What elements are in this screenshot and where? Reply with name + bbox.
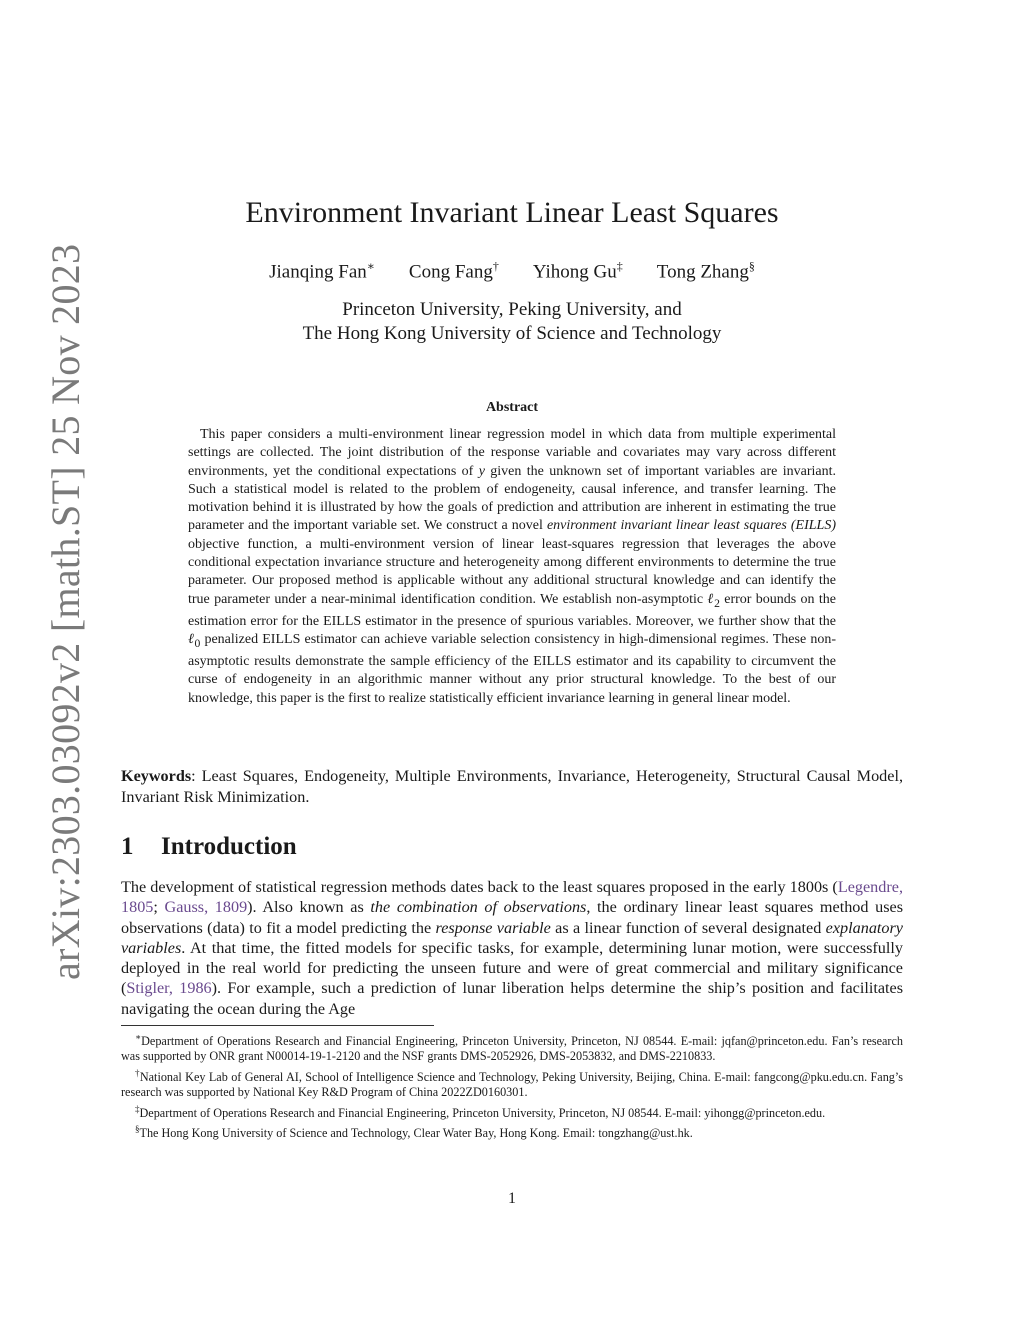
footnote: §The Hong Kong University of Science and Technology, Clear Water Bay, Hong Kong. Email: tongzhang@ust.hk. — [135, 1124, 693, 1141]
keywords-text: : Least Squares, Endogeneity, Multiple Environments, Invariance, Heterogeneity, Structural Causal Model, Invariant Risk Minimization. — [121, 767, 903, 806]
section-number: 1 — [121, 833, 134, 860]
arxiv-identifier[interactable]: arXiv:2303.03092v2 [math.ST] 25 Nov 2023 — [43, 243, 88, 980]
affiliations — [0, 298, 1024, 346]
affiliation-line: Princeton University, Peking University, and — [342, 299, 682, 320]
footnote-mark[interactable]: § — [748, 259, 755, 273]
footnote: †National Key Lab of General AI, School of Intelligence Science and Technology, Peking University, Beijing, China. E-mail: fangcong@pku.edu.cn. Fang’s research was supported by National Key R&D Program of China 2022ZD0160301. — [121, 1067, 904, 1100]
footnote: ‡Department of Operations Research and Financial Engineering, Princeton University, Princeton, NJ 08544. E-mail: yihongg@princeton.edu. — [135, 1103, 826, 1120]
affiliation-line: The Hong Kong University of Science and Technology — [302, 323, 722, 344]
footnote-mark[interactable]: ∗ — [366, 259, 375, 273]
author: Jianqing Fan∗ — [269, 259, 375, 283]
footnotes — [121, 1030, 903, 1143]
abstract-body: This paper considers a multi-environment linear regression model in which data from multiple experimental settings are collected. The joint distribution of the response variable and covariates may vary across different environments, yet the conditional expectations of y given the unknown set of important variables are invariant. Such a statistical model is related to the problem of endogeneity, causal inference, and transfer learning. The motivation behind it is illustrated by how the goals of prediction and attribution are inherent in estimating the true parameter and the important variable set. We construct a novel environment invariant linear least squares (EILLS) objective function, a multi-environment version of linear least-squares regression that leverages the above conditional expectation invariance structure and heterogeneity among different environments to determine the true parameter. Our proposed method is applicable without any additional structural knowledge and can identify the true parameter under a near-minimal identification condition. We establish non-asymptotic ℓ$_2$ error bounds on the estimation error for the EILLS estimator in the presence of spurious variables. Moreover, we further show that the ℓ$_0$ penalized EILLS estimator can achieve variable selection consistency in high-dimensional regimes. These non-asymptotic results demonstrate the sample efficiency of the EILLS estimator and its capability to circumvent the curse of endogeneity in an algorithmic manner without any prior structural knowledge. To the best of our knowledge, this paper is the first to realize statistically efficient invariance learning in general linear model. — [188, 427, 836, 706]
author: Tong Zhang§ — [656, 259, 755, 283]
paper-title: Environment Invariant Linear Least Squares — [245, 196, 779, 229]
footnote-divider — [121, 1025, 434, 1026]
section-heading — [121, 833, 297, 861]
abstract-heading: Abstract — [485, 400, 539, 415]
keywords-label: Keywords — [121, 767, 192, 785]
section-title: Introduction — [161, 833, 297, 860]
keywords — [121, 766, 903, 808]
citation-link[interactable]: Gauss, 1809 — [164, 898, 248, 917]
author: Cong Fang† — [408, 259, 499, 283]
author-list — [0, 259, 1024, 283]
footnote-mark[interactable]: † — [492, 259, 499, 273]
citation-link[interactable]: Legendre, 1805 — [121, 878, 903, 917]
citation-link[interactable]: Stigler, 1986 — [126, 979, 212, 998]
footnote: ∗Department of Operations Research and Financial Engineering, Princeton University, Princeton, NJ 08544. E-mail: jqfan@princeton.edu. Fan’s research was supported by ONR grant N00014-19-1-2120 and the NSF grants DMS-2052926, DMS-2053832, and DMS-2210833. — [121, 1032, 903, 1064]
intro-paragraph: The development of statistical regression methods dates back to the least squares proposed in the early 1800s (Legendre, 1805; Gauss, 1809). Also known as the combination of observations, the ordinary linear least squares method uses observations (data) to fit a model predicting the response variable as a linear function of several designated explanatory variables. At that time, the fitted models for specific tasks, for example, determining lunar motion, were successfully deployed in the real world for predicting the unseen future and were of great commercial and military significance (Stigler, 1986). For example, such a prediction of lunar liberation helps determine the ship’s position and facilitates navigating the ocean during the Age — [121, 878, 903, 1018]
author: Yihong Gu‡ — [532, 259, 623, 283]
footnote-mark[interactable]: ‡ — [616, 259, 623, 273]
page-number: 1 — [508, 1190, 516, 1207]
